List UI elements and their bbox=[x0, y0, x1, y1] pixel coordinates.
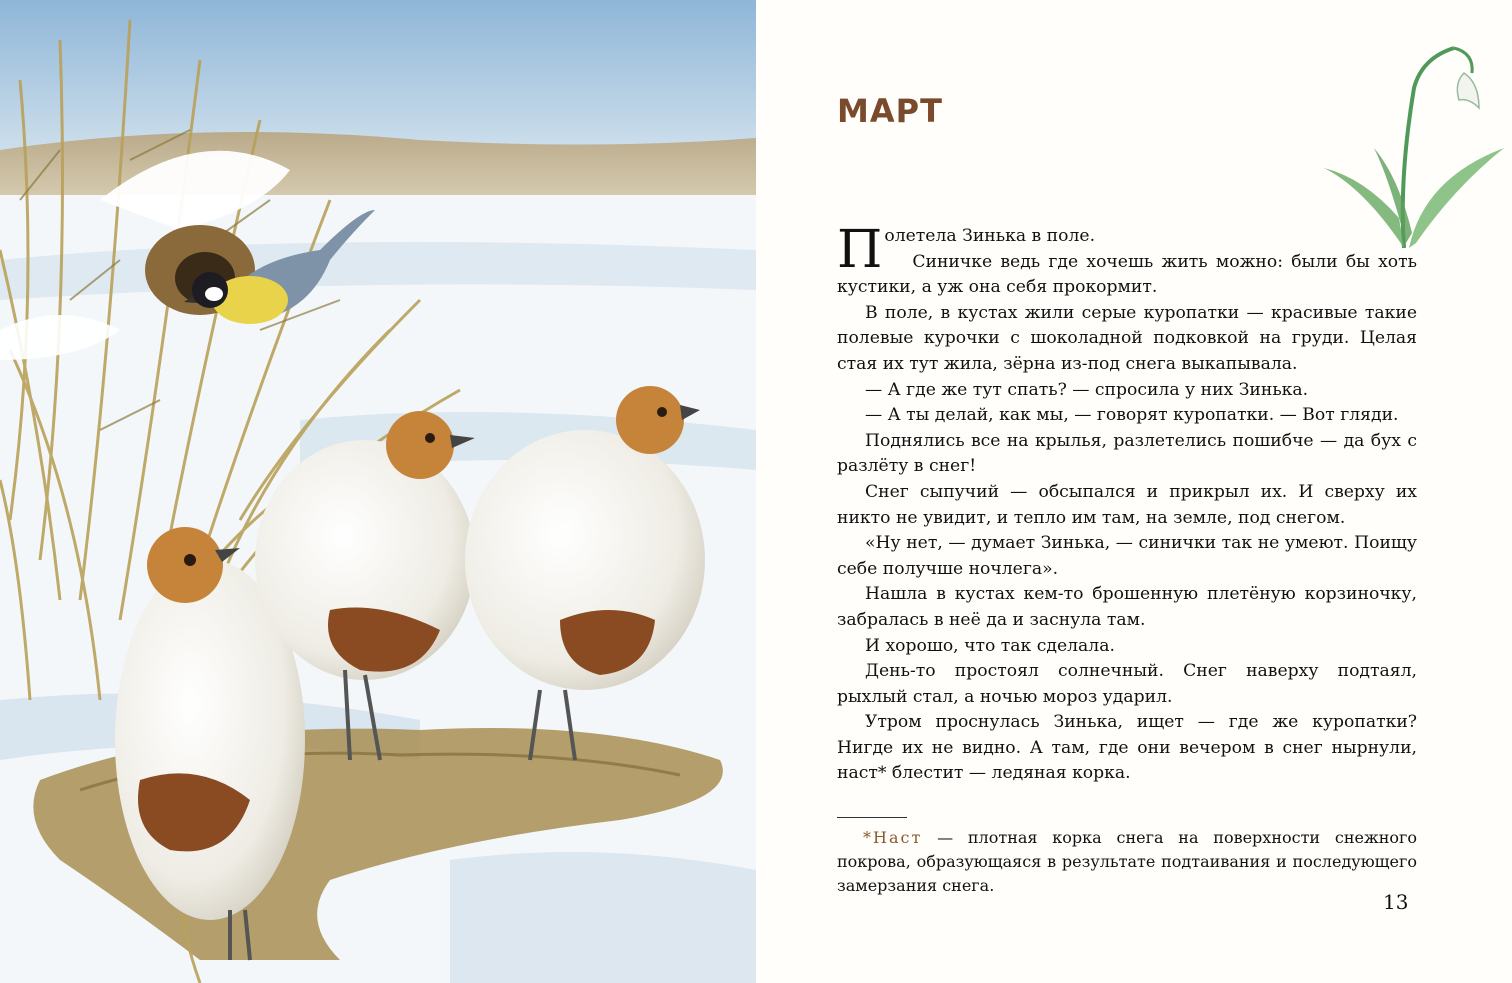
paragraph-3: В поле, в кустах жили серые куропатки — красивые такие полевые курочки с шоколадной подковкой на груди. Целая стая их тут жила, зёрна из-под снега выкапывала. bbox=[837, 302, 1417, 374]
paragraph-10: И хорошо, что так сделала. bbox=[865, 635, 1115, 656]
paragraph-9: Нашла в кустах кем-то брошенную плетёную корзиночку, забралась в неё да и заснула там. bbox=[837, 584, 1417, 630]
footnote-term: *Наст bbox=[863, 828, 923, 847]
footnote-paragraph bbox=[837, 826, 1417, 898]
paragraph-11: День-то простоял солнечный. Снег наверху подтаял, рыхлый стал, а ночью мороз ударил. bbox=[837, 661, 1417, 707]
paragraph-8: «Ну нет, — думает Зинька, — синички так не умеют. Поищу себе получше ночлега». bbox=[837, 533, 1417, 579]
paragraph-5: — А ты делай, как мы, — говорят куропатки. — Вот гляди. bbox=[865, 405, 1399, 426]
page-number: 13 bbox=[1383, 890, 1409, 914]
paragraph-1-text: олетела Зинька в поле. bbox=[884, 226, 1096, 246]
paragraph-12: Утром проснулась Зинька, ищет — где же куропатки? Нигде их не видно. А там, где они вечером в снег нырнули, наст* блестит — ледяная корка. bbox=[837, 712, 1417, 784]
footnote-divider bbox=[837, 817, 907, 818]
paragraph-4: — А где же тут спать? — спросила у них Зинька. bbox=[865, 379, 1309, 400]
paragraph-2: Синичке ведь где хочешь жить можно: были бы хоть кустики, а уж она себя прокормит. bbox=[837, 251, 1417, 298]
footnote-text: — плотная корка снега на поверхности снежного покрова, образующаяся в результате подтаивания и последующего замерзания снега. bbox=[837, 828, 1417, 895]
paragraph-7: Снег сыпучий — обсыпался и прикрыл их. И сверху их никто не увидит, и тепло им там, на земле, под снегом. bbox=[837, 481, 1417, 528]
paragraph-6: Поднялись все на крылья, разлетелись пошибче — да бух с разлёту в снег! bbox=[837, 430, 1417, 477]
text-page bbox=[756, 0, 1512, 983]
drop-cap: П bbox=[837, 220, 883, 280]
chapter-title: МАРТ bbox=[837, 92, 943, 130]
footnote bbox=[837, 826, 1417, 898]
story-text bbox=[837, 220, 1417, 787]
